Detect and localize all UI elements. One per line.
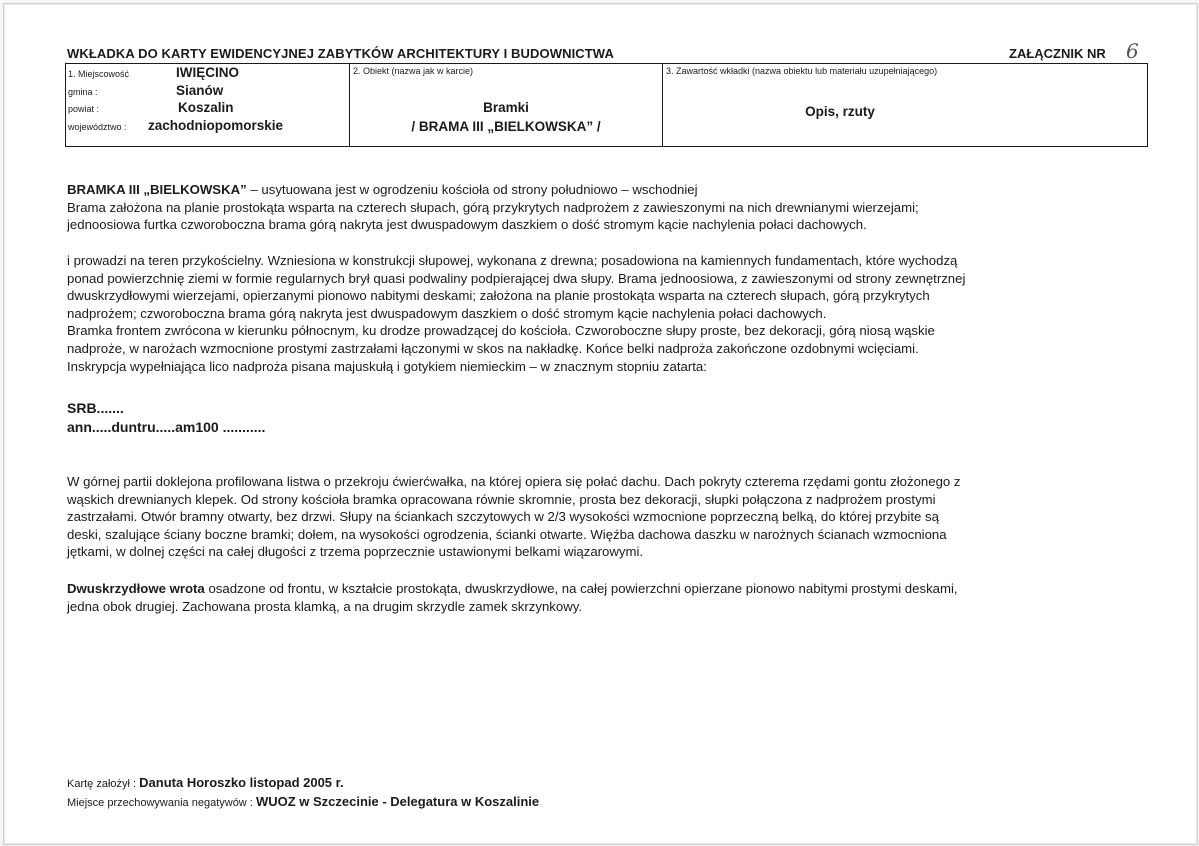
text-line: jednoosiowa furtka czworoboczna brama górą nakryta jest dwuspadowym daszkiem o dość stromym kącie nachylenia połaci dachowych. [67, 217, 867, 233]
text-line: W górnej partii doklejona profilowana listwa o przekroju ćwierćwałka, na której opiera się połać dachu. Dach pokryty czterema rzędami gontu złożonego z [67, 474, 961, 489]
identification-table [65, 63, 1148, 147]
object-subname: / BRAMA III „BIELKOWSKA” / [411, 119, 601, 134]
text-line: deski, szalujące ściany boczne bramki; dołem, na wysokości ogrodzenia, ścianki otwarte. Więźba dachowa daszku w narożnych ścianach wzmocniona [67, 526, 947, 542]
voivodeship-value: zachodniopomorskie [148, 118, 284, 133]
negatives-value: WUOZ w Szczecinie - Delegatura w Koszalinie [255, 794, 540, 809]
text-line: Brama założona na planie prostokąta wsparta na czterech słupach, górą przykrytych nadprożem z zawieszonymi na nich drewnianymi wierzejami; [67, 199, 919, 215]
text-line: i prowadzi na teren przykościelny. Wzniesiona w konstrukcji słupowej, wykonana z drewna; posadowiona na kamiennych fundamentach, które wychodzą [67, 253, 958, 268]
text-line: jętkami, w dolnej części na całej długości z trzema poprzecznie ustawionymi belkami wiązarowymi. [67, 544, 644, 560]
text-line: nadproże, w narożach wzmocnione prostymi zastrzałami łączonymi w skos na nakładkę. Końce belki nadproża zakończone ozdobnymi wcięciami. [67, 340, 919, 356]
text-line: wąskich drewnianych klepek. Od strony kościoła bramka opracowana równie skromnie, prosta bez dekoracji, słupki połączona z nadprożem prostymi [67, 491, 936, 507]
text-line: jedna obok drugiej. Zachowana prosta klamką, a na drugim skrzydle zamek skrzynkowy. [67, 598, 583, 614]
paragraph-doors [67, 580, 1147, 615]
doors-heading: Dwuskrzydłowe wrota [67, 581, 205, 596]
powiat-value: Koszalin [178, 100, 234, 115]
paragraph-intro [67, 181, 1147, 234]
paragraph-construction [67, 252, 1147, 375]
document-title: WKŁADKA DO KARTY EWIDENCYJNEJ ZABYTKÓW ARCHITEKTURY I BUDOWNICTWA [67, 46, 614, 61]
annex-label: ZAŁĄCZNIK NR [1009, 46, 1106, 61]
annex-number: 6 [1126, 39, 1139, 63]
text-line: Bramka frontem zwrócona w kierunku północnym, ku drodze prowadzącej do kościoła. Czworoboczne słupy proste, bez dekoracji, górą niosą wąskie [67, 323, 935, 339]
locality-value: IWIĘCINO [176, 65, 239, 80]
text-line: zastrzałami. Otwór bramny otwarty, bez drzwi. Słupy na ściankach szczytowych w 2/3 wysokości wzmocnione poprzeczną belką, do której przybite są [67, 509, 939, 525]
voivodeship-label: województwo : [68, 122, 127, 132]
negatives-label: Miejsce przechowywania negatywów : [67, 797, 253, 809]
document-sheet [3, 3, 1198, 845]
text-line: dwuskrzydłowymi wierzejami, opierzanymi pionowo nabitymi deskami; założona na planie prostokąta wsparta na czterech słupach, górą przykrytych [67, 288, 930, 304]
locality-label: 1. Miejscowość [68, 69, 130, 79]
text-line: Inskrypcja wypełniająca lico nadproża pisana majuskułą i gotykiem niemieckim – w znacznym stopniu zatarta: [67, 358, 707, 374]
text-line-rest: – usytuowana jest w ogrodzeniu kościoła od strony południowo – wschodniej [246, 182, 698, 197]
gmina-label: gmina : [68, 87, 98, 97]
text-line [67, 181, 1147, 199]
text-line-rest: osadzone od frontu, w kształcie prostokąta, dwuskrzydłowe, na całej powierzchni opierzane pionowo nabitymi prostymi deskami, [204, 581, 958, 596]
gmina-value: Sianów [176, 83, 224, 98]
text-line: ponad powierzchnię ziemi w formie regularnych brył quasi podwaliny podpierającej dwa słupy. Brama jednoosiowa, z zawieszonymi od strony zewnętrznej [67, 270, 966, 286]
text-line: nadprożem; czworoboczna brama górą nakryta jest dwuspadowym daszkiem o dość stromym kącie nachylenia połaci dachowych. [67, 305, 827, 321]
object-name: Bramki [483, 100, 529, 115]
gate-heading: BRAMKA III „BIELKOWSKA” [67, 182, 247, 197]
negatives-line [67, 794, 539, 809]
location-cell [66, 64, 349, 146]
object-label: 2. Obiekt (nazwa jak w karcie) [353, 66, 474, 76]
content-label: 3. Zawartość wkładki (nazwa obiektu lub materiału uzupełniającego) [666, 66, 938, 76]
paragraph-roof [67, 473, 1147, 561]
author-value: Danuta Horoszko listopad 2005 r. [139, 775, 344, 790]
content-value: Opis, rzuty [805, 104, 875, 119]
powiat-label: powiat : [68, 104, 100, 114]
inscription-block [67, 399, 265, 437]
inscription-line: ann.....duntru.....am100 ........... [67, 419, 266, 435]
content-cell [662, 64, 1147, 146]
text-line [67, 580, 1147, 598]
author-line [67, 775, 344, 790]
inscription-line: SRB....... [67, 400, 124, 416]
author-label: Kartę założył : [67, 778, 137, 790]
